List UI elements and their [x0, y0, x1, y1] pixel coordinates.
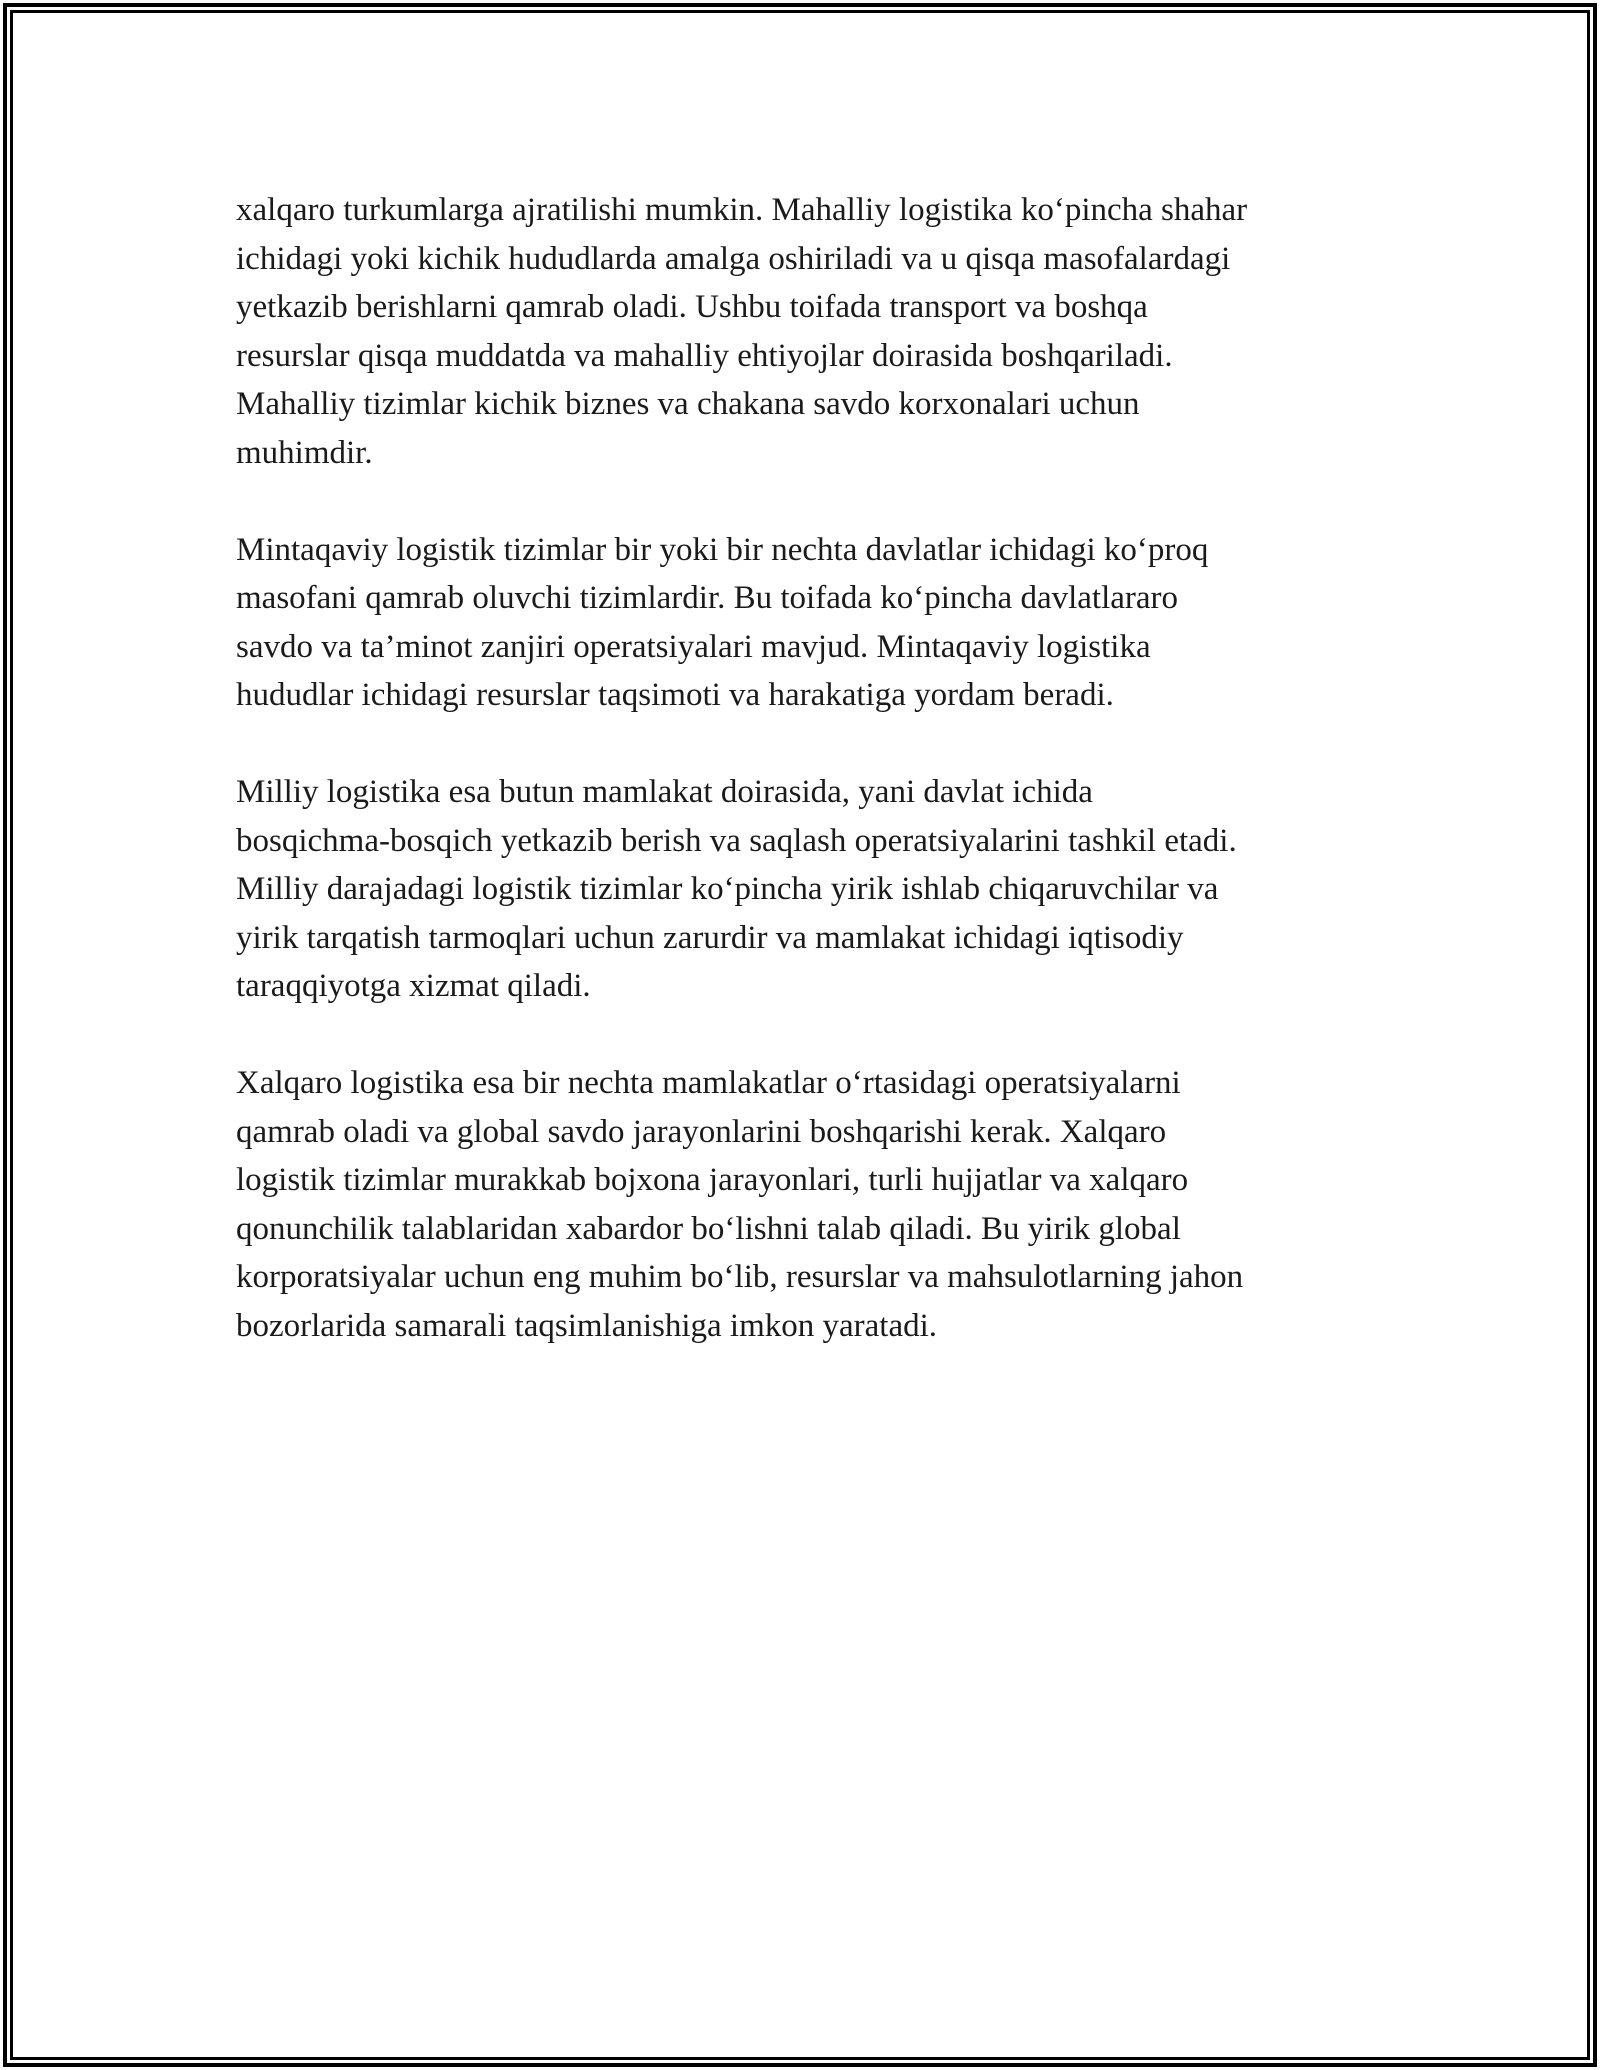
text-line: logistik tizimlar murakkab bojxona jarayonlari, turli hujjatlar va xalqaro [236, 1162, 1189, 1198]
text-line: Mahalliy tizimlar kichik biznes va chakana savdo korxonalari uchun [236, 386, 1140, 422]
text-line: Mintaqaviy logistik tizimlar bir yoki bir nechta davlatlar ichidagi ko‘proq [236, 531, 1209, 568]
text-line: xalqaro turkumlarga ajratilishi mumkin. Mahalliy logistika ko‘pincha shahar [236, 192, 1248, 228]
text-line: hududlar ichidagi resurslar taqsimoti va harakatiga yordam beradi. [236, 677, 1114, 713]
text-line: bosqichma-bosqich yetkazib berish va saqlash operatsiyalarini tashkil etadi. [236, 822, 1237, 859]
text-line: qonunchilik talablaridan xabardor bo‘lishni talab qiladi. Bu yirik global [236, 1210, 1181, 1247]
text-line: bozorlarida samarali taqsimlanishiga imkon yaratadi. [236, 1307, 938, 1344]
paragraph-local-logistics [236, 186, 1396, 477]
text-line: qamrab oladi va global savdo jarayonlarini boshqarishi kerak. Xalqaro [236, 1113, 1167, 1150]
text-line: savdo va ta’minot zanjiri operatsiyalari mavjud. Mintaqaviy logistika [236, 628, 1151, 665]
paragraph-national-logistics [236, 768, 1396, 1011]
text-line: resurslar qisqa muddatda va mahalliy ehtiyojlar doirasida boshqariladi. [236, 337, 1173, 374]
text-line: Milliy darajadagi logistik tizimlar ko‘pincha yirik ishlab chiqaruvchilar va [236, 871, 1219, 907]
paragraph-regional-logistics [236, 526, 1396, 720]
text-line: masofani qamrab oluvchi tizimlardir. Bu toifada ko‘pincha davlatlararo [236, 580, 1179, 616]
text-line: taraqqiyotga xizmat qiladi. [236, 968, 591, 1004]
text-line: muhimdir. [236, 434, 373, 471]
text-line: Xalqaro logistika esa bir nechta mamlakatlar o‘rtasidagi operatsiyalarni [236, 1065, 1181, 1101]
text-line: yetkazib berishlarni qamrab oladi. Ushbu toifada transport va boshqa [236, 289, 1148, 325]
text-line: ichidagi yoki kichik hududlarda amalga oshiriladi va u qisqa masofalardagi [236, 240, 1231, 277]
text-line: korporatsiyalar uchun eng muhim bo‘lib, resurslar va mahsulotlarning jahon [236, 1259, 1244, 1295]
paragraph-international-logistics [236, 1059, 1396, 1350]
document-body [236, 186, 1396, 1399]
text-line: yirik tarqatish tarmoqlari uchun zarurdir va mamlakat ichidagi iqtisodiy [236, 919, 1184, 956]
text-line: Milliy logistika esa butun mamlakat doirasida, yani davlat ichida [236, 774, 1093, 810]
